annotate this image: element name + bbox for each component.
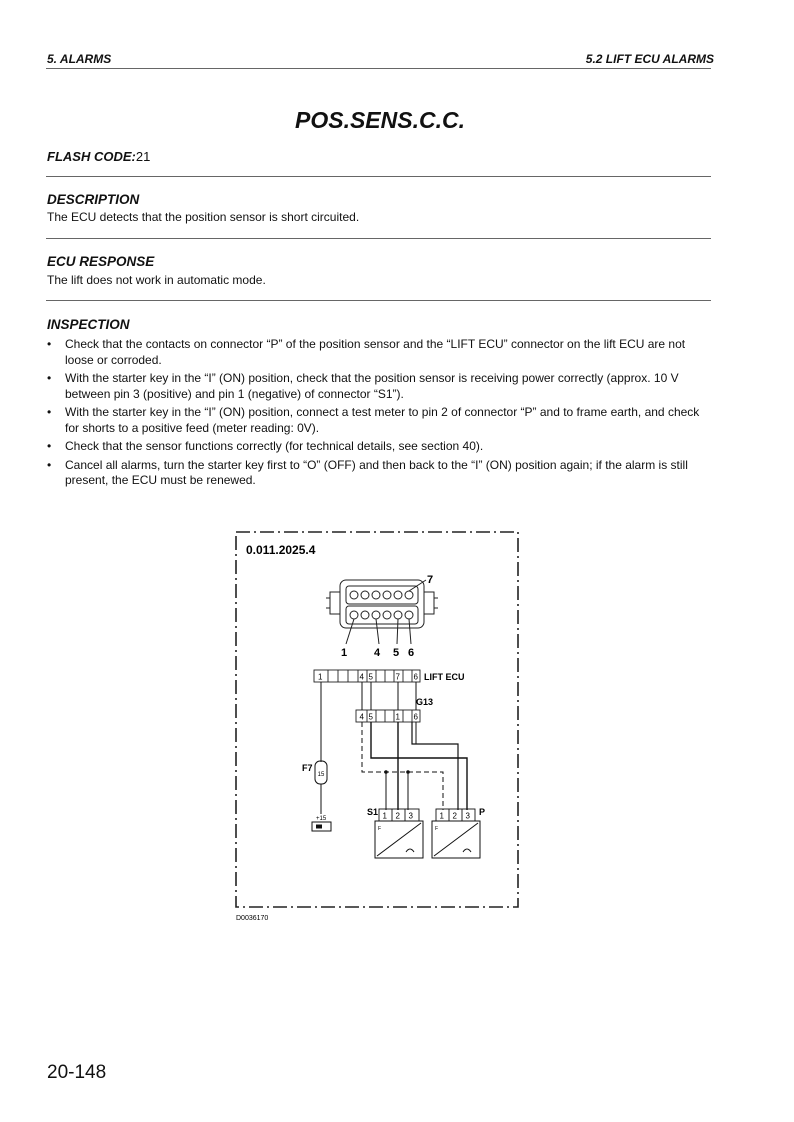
part-number: 0.011.2025.4 [246, 543, 316, 557]
junction-dot [406, 770, 410, 774]
wiring [321, 682, 467, 814]
section-divider [46, 300, 711, 301]
ecu-pin: 1 [318, 672, 323, 682]
wiring-diagram [228, 528, 528, 928]
pin-label-1: 1 [341, 647, 348, 659]
bullet-icon: • [47, 439, 52, 453]
description-text: The ECU detects that the position sensor is short circuited. [47, 210, 360, 224]
ecu-response-text: The lift does not work in automatic mode. [47, 273, 266, 287]
header-subsection-title: 5.2 LIFT ECU ALARMS [585, 52, 714, 66]
p-pin: 3 [465, 811, 470, 821]
s1-pin: 2 [395, 811, 400, 821]
ecu-pin: 5 [368, 672, 373, 682]
g13-pin: 4 [359, 712, 364, 722]
inspection-item: • Check that the contacts on connector “P” of the position sensor and the “LIFT ECU” connector on the lift ECU are not loose or corroded. [47, 337, 686, 367]
p-sensor-box [432, 821, 480, 858]
section-divider [46, 176, 711, 177]
ecu-pin: 7 [395, 672, 400, 682]
s1-sensor-f: F [378, 826, 382, 832]
inspection-item: • Cancel all alarms, turn the starter key first to “O” (OFF) and then back to the “I” (ON) position again; if the alarm is still present, the ECU must be renewed. [47, 457, 688, 487]
g13-pin: 6 [413, 712, 418, 722]
inspection-item: • With the starter key in the “I” (ON) position, connect a test meter to pin 2 of connector “P” and to frame earth, and check for shorts to a positive feed (meter reading: 0V). [47, 405, 700, 435]
fuse-value: 15 [317, 772, 325, 778]
ecu-pin: 4 [359, 672, 364, 682]
page-title: POS.SENS.C.C. [295, 107, 465, 133]
page-number: 20-148 [47, 1062, 107, 1083]
description-heading: DESCRIPTION [47, 192, 140, 207]
lift-ecu-connector [314, 670, 420, 682]
s1-pin: 1 [382, 811, 387, 821]
drawing-code: D0036170 [236, 915, 269, 922]
ecu-response-heading: ECU RESPONSE [47, 254, 155, 269]
p-pin: 1 [439, 811, 444, 821]
bullet-icon: • [47, 457, 52, 472]
flash-code [47, 149, 150, 164]
junction-dot [384, 770, 388, 774]
ecu-pin: 6 [413, 672, 418, 682]
header-rule [46, 68, 711, 69]
p-label: P [479, 807, 486, 817]
supply-label: +15 [316, 816, 327, 822]
connector-drawing [326, 580, 438, 644]
p-pin: 2 [452, 811, 457, 821]
flash-code-value: 21 [135, 149, 151, 164]
s1-pin: 3 [408, 811, 413, 821]
flash-code-label: FLASH CODE: [47, 149, 136, 164]
pin-label-6: 6 [408, 647, 415, 659]
inspection-item: • Check that the sensor functions correctly (for technical details, see section 40). [47, 439, 484, 453]
pin-callout-7: 7 [427, 574, 434, 586]
g13-label: G13 [416, 697, 434, 707]
lift-ecu-label: LIFT ECU [424, 672, 465, 682]
g13-pin: 1 [395, 712, 400, 722]
s1-label: S1 [367, 807, 379, 817]
section-divider [46, 238, 711, 239]
pin-label-5: 5 [393, 647, 400, 659]
inspection-item: • With the starter key in the “I” (ON) position, check that the position sensor is receiving power correctly (approx. 10 V between pin 3 (positive) and pin 1 (negative) of connector “S1”). [47, 371, 679, 401]
fuse-label: F7 [302, 763, 313, 773]
inspection-list [47, 337, 713, 492]
diagram-frame [236, 532, 518, 907]
g13-connector [356, 710, 420, 722]
bullet-icon: • [47, 371, 52, 385]
inspection-heading: INSPECTION [47, 317, 130, 332]
p-sensor-f: F [435, 826, 439, 832]
pin-label-4: 4 [374, 647, 381, 659]
terminal-arrow-icon [316, 825, 322, 829]
header-section-title: 5. ALARMS [47, 52, 112, 66]
bullet-icon: • [47, 337, 52, 351]
g13-pin: 5 [368, 712, 373, 722]
s1-sensor-box [375, 821, 423, 858]
bullet-icon: • [47, 405, 52, 419]
